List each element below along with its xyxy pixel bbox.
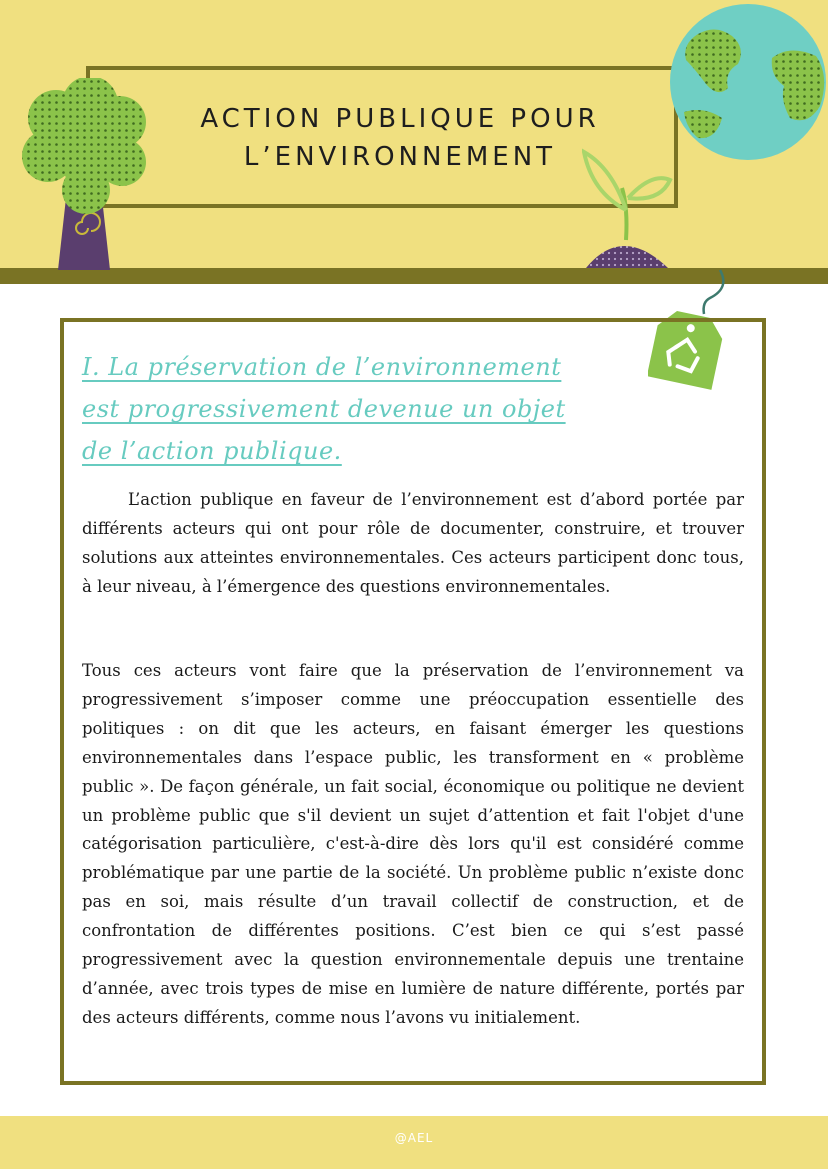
sprout-icon [582,148,678,270]
globe-icon [668,2,828,160]
footer-credit: @AEL [394,1131,434,1145]
tree-icon [18,78,150,272]
paragraph-2: Tous ces acteurs vont faire que la préservation de l’environnement va progressivement s’imposer comme une préoccupation essentielle des politiques : on dit que les acteurs, en faisant émerger les questions environnementales dans l’espace public, les transforment en « problème public ». De façon générale, un fait social, économique ou politique ne devient un problème public que s'il devient un sujet d’attention et fait l'objet d'une catégorisation particulière, c'est-à-dire dès lors qu'il est considéré comme problématique par une partie de la société. Un problème public n’existe donc pas en soi, mais résulte d’un travail collectif de construction, et de confrontation de différentes positions. C’est bien ce qui s’est passé progressivement avec la question environnementale depuis une trentaine d’année, avec trois types de mise en lumière de nature différente, portés par des acteurs différents, comme nous l’avons vu initialement. [82,661,744,1027]
page-title-line-1: ACTION PUBLIQUE POUR [200,104,600,134]
section-heading [82,346,642,472]
section-heading-line-3: de l’action publique. [82,437,342,465]
section-heading-line-2: est progressivement devenue un objet [82,395,566,423]
page-title [150,100,650,176]
paragraph-1: L’action publique en faveur de l’environnement est d’abord portée par différents acteurs qui ont pour rôle de documenter, construire, et trouver solutions aux atteintes environnementales. Ces acteurs participent donc tous, à leur niveau, à l’émergence des questions environnementales. [82,490,744,596]
section-heading-line-1: I. La préservation de l’environnement [82,353,562,381]
page-title-line-2: L’ENVIRONNEMENT [243,142,557,172]
